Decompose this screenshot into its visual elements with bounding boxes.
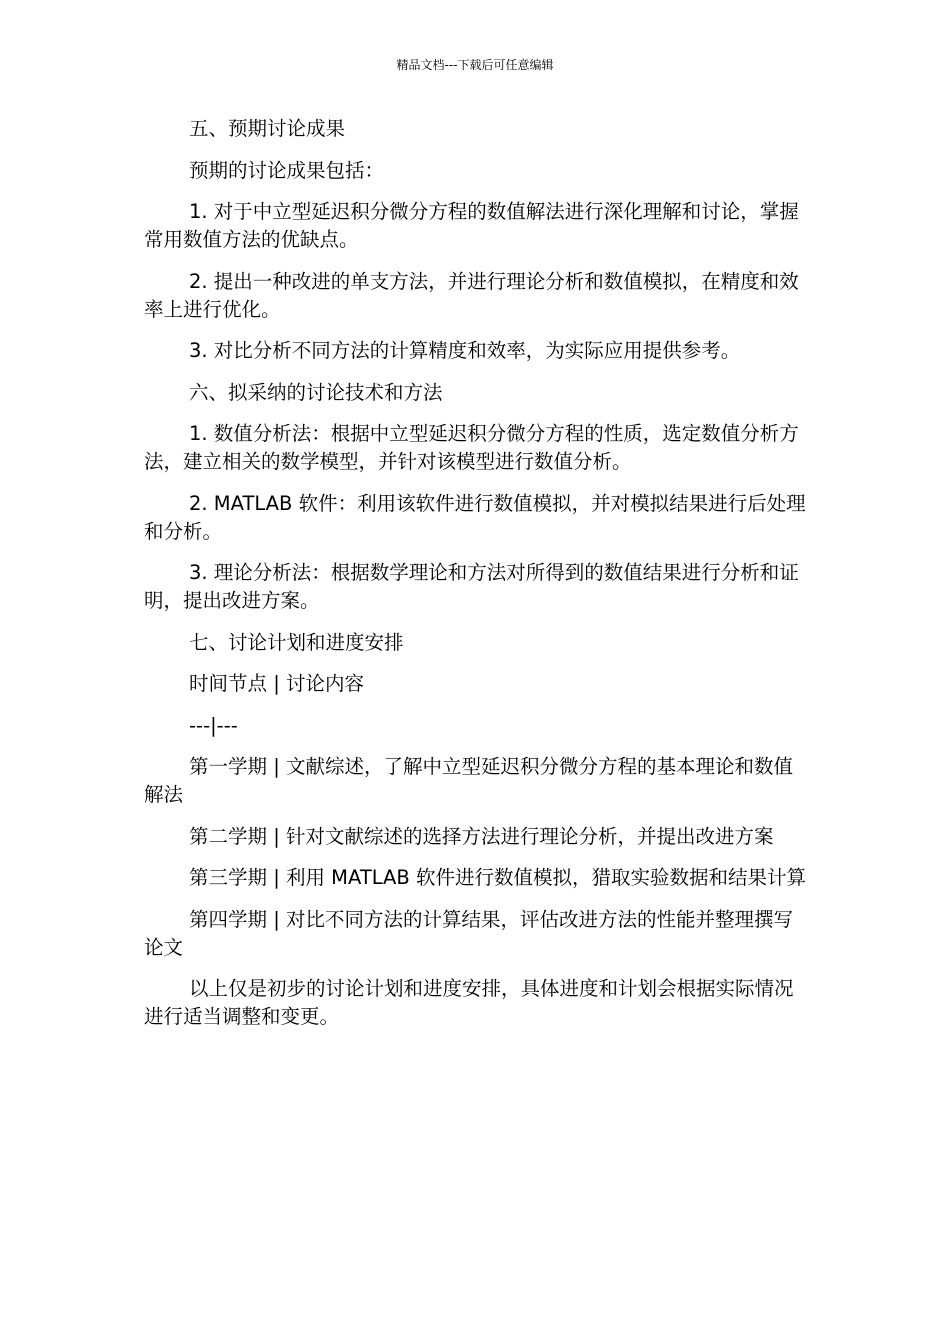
table-row: 第二学期 | 针对文献综述的选择方法进行理论分析，并提出改进方案 <box>189 824 774 848</box>
list-item: 1. 数值分析法：根据中立型延迟积分微分方程的性质，选定数值分析方法，建立相关的数学模型，并针对该模型进行数值分析。 <box>144 422 799 473</box>
table-row: 第三学期 | 利用 MATLAB 软件进行数值模拟，猎取实验数据和结果计算 <box>189 866 806 889</box>
table-row: 第四学期 | 对比不同方法的计算结果，评估改进方法的性能并整理撰写论文 <box>144 907 793 959</box>
table-row: 第一学期 | 文献综述，了解中立型延迟积分微分方程的基本理论和数值解法 <box>144 755 793 806</box>
section-heading-expected-results: 五、预期讨论成果 <box>189 117 346 140</box>
section-heading-methods: 六、拟采纳的讨论技术和方法 <box>189 380 443 404</box>
list-item: 1. 对于中立型延迟积分微分方程的数值解法进行深化理解和讨论，掌握常用数值方法的优缺点。 <box>144 200 799 251</box>
document-body <box>144 115 806 1045</box>
list-item: 2. MATLAB 软件：利用该软件进行数值模拟，并对模拟结果进行后处理和分析。 <box>144 491 806 543</box>
list-item: 2. 提出一种改进的单支方法，并进行理论分析和数值模拟，在精度和效率上进行优化。 <box>144 269 799 321</box>
page-header: 精品文档---下载后可任意编辑 <box>396 58 554 72</box>
list-item: 3. 对比分析不同方法的计算精度和效率，为实际应用提供参考。 <box>189 339 741 362</box>
table-header-row: 时间节点 | 讨论内容 <box>189 672 364 695</box>
table-separator-row: ---|--- <box>189 713 238 737</box>
closing-paragraph: 以上仅是初步的讨论计划和进度安排，具体进度和计划会根据实际情况进行适当调整和变更。 <box>144 977 794 1028</box>
paragraph: 预期的讨论成果包括： <box>189 158 385 182</box>
list-item: 3. 理论分析法：根据数学理论和方法对所得到的数值结果进行分析和证明，提出改进方案。 <box>144 561 799 612</box>
section-heading-schedule: 七、讨论计划和进度安排 <box>189 630 404 654</box>
